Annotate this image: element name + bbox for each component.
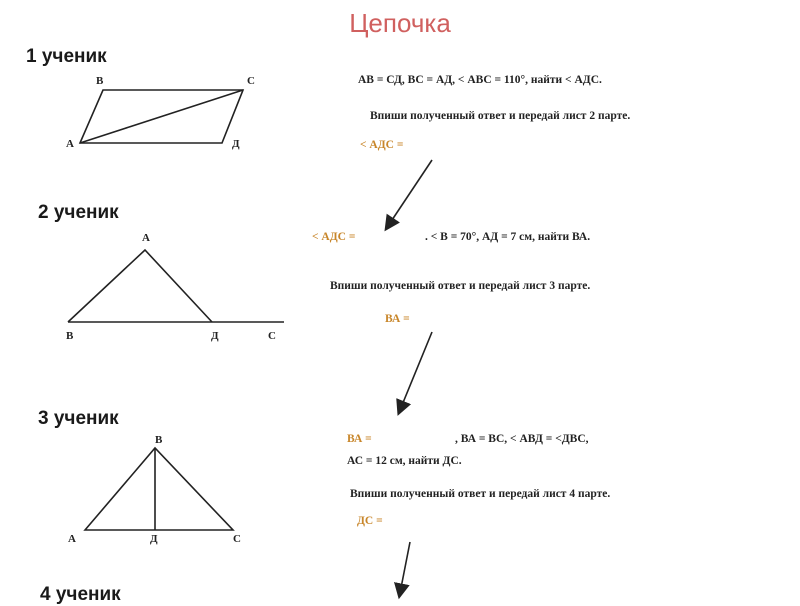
vertex-b-label: В xyxy=(155,434,163,446)
task-3-text-line2: АС = 12 см, найти ДС. xyxy=(347,455,462,467)
task-2-prev-answer: < АДС = xyxy=(312,231,356,243)
vertex-a-label: А xyxy=(66,138,74,150)
student-4-heading: 4 ученик xyxy=(40,584,121,605)
vertex-d-label: Д xyxy=(232,138,240,150)
answer-3-field: ДС = xyxy=(357,515,383,527)
vertex-a-label: А xyxy=(142,232,150,244)
student-2-heading: 2 ученик xyxy=(38,202,119,223)
vertex-d-label: Д xyxy=(150,533,158,545)
vertex-c-label: С xyxy=(233,533,241,545)
vertex-a-label: А xyxy=(68,533,76,545)
answer-1-field: < АДС = xyxy=(360,139,404,151)
vertex-c-label: С xyxy=(268,330,276,342)
instruction-3-text: Впиши полученный ответ и передай лист 4 парте. xyxy=(350,488,611,500)
vertex-b-label: В xyxy=(96,75,104,87)
instruction-1-text: Впиши полученный ответ и передай лист 2 парте. xyxy=(370,110,631,122)
page-title: Цепочка xyxy=(349,8,451,38)
vertex-d-label: Д xyxy=(211,330,219,342)
student-3-heading: 3 ученик xyxy=(38,408,119,429)
task-1-text: АВ = СД, ВС = АД, < АВС = 110°, найти < АДС. xyxy=(358,74,602,86)
task-3-text-line1: , ВА = ВС, < АВД = <ДВС, xyxy=(455,433,589,445)
task-3-prev-answer: ВА = xyxy=(347,433,372,445)
instruction-2-text: Впиши полученный ответ и передай лист 3 парте. xyxy=(330,280,591,292)
vertex-b-label: В xyxy=(66,330,74,342)
vertex-c-label: С xyxy=(247,75,255,87)
task-2-text: . < В = 70°, АД = 7 см, найти ВА. xyxy=(425,231,591,243)
answer-2-field: ВА = xyxy=(385,313,410,325)
student-1-heading: 1 ученик xyxy=(26,46,107,67)
